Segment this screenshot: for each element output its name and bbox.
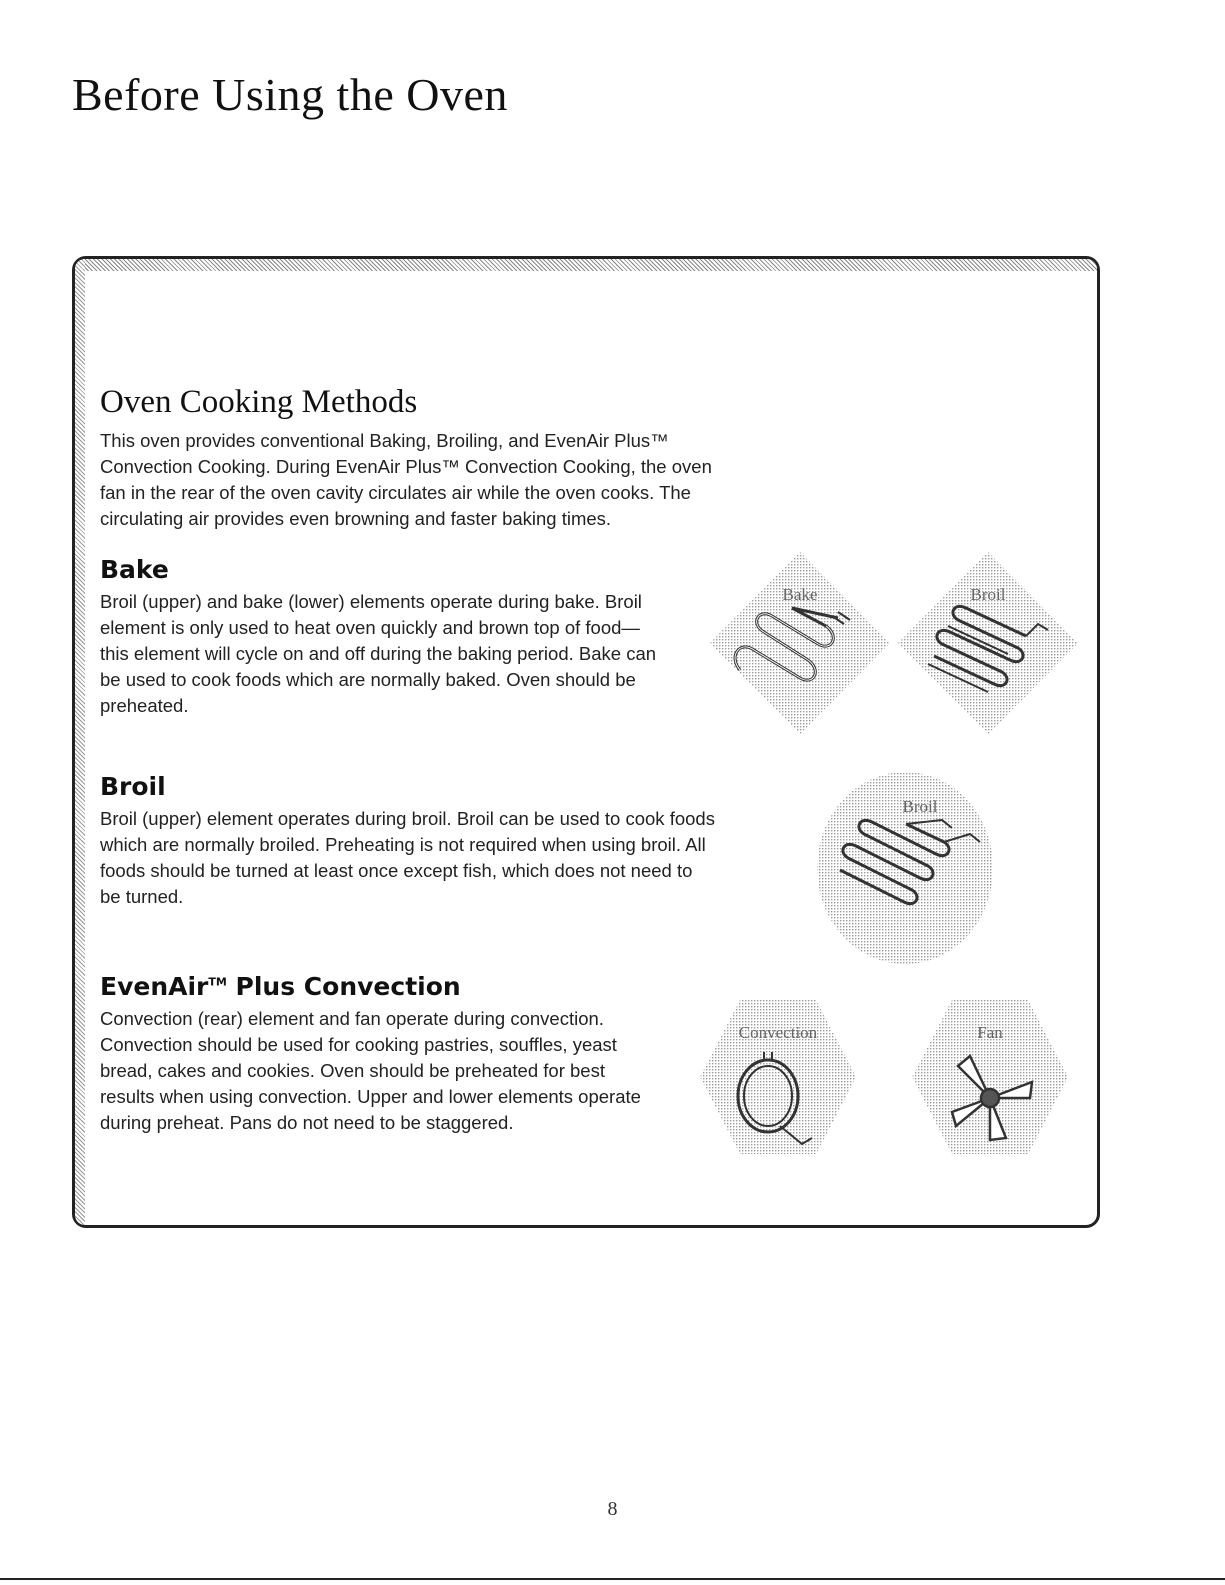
- bake-diamond-shape: [710, 552, 890, 734]
- convection-line: Convection (rear) element and fan operate during convection.: [100, 1008, 604, 1029]
- convection-heading-rest: Plus Convection: [226, 972, 461, 1001]
- section-heading-cooking-methods: Oven Cooking Methods: [100, 384, 418, 420]
- bake-line: be used to cook foods which are normally baked. Oven should be: [100, 669, 636, 690]
- bake-line: this element will cycle on and off during the baking period. Bake can: [100, 643, 657, 664]
- convection-heading-main: EvenAir: [100, 972, 209, 1001]
- fan-illustration: [912, 1000, 1068, 1154]
- convection-line: bread, cakes and cookies. Oven should be preheated for best: [100, 1060, 605, 1081]
- bake-diamond-label: Bake: [782, 585, 818, 604]
- broil-paragraph: [100, 806, 715, 910]
- convection-paragraph: [100, 1006, 641, 1136]
- broil-oval-label: Broil: [902, 797, 938, 816]
- broil-line: which are normally broiled. Preheating is not required when using broil. All: [100, 834, 706, 855]
- bottom-rule: [0, 1578, 1225, 1580]
- bake-heading: Bake: [100, 555, 169, 584]
- page-title: Before Using the Oven: [72, 69, 508, 120]
- convection-heading: [100, 972, 461, 1001]
- broil-diamond-label: Broil: [970, 585, 1006, 604]
- bake-paragraph: [100, 589, 656, 719]
- convection-line: during preheat. Pans do not need to be staggered.: [100, 1112, 514, 1133]
- convection-element-illustration: [700, 1000, 856, 1154]
- convection-line: results when using convection. Upper and lower elements operate: [100, 1086, 641, 1107]
- broil-only-illustration: [810, 770, 1000, 966]
- intro-line: circulating air provides even browning and faster baking times.: [100, 508, 612, 529]
- convection-line: Convection should be used for cooking pastries, souffles, yeast: [100, 1034, 617, 1055]
- broil-line: foods should be turned at least once except fish, which does not need to: [100, 860, 693, 881]
- broil-heading: Broil: [100, 772, 166, 801]
- frame-top-shade: [75, 259, 1097, 271]
- broil-element-illustration: [898, 552, 1078, 734]
- intro-line: This oven provides conventional Baking, Broiling, and EvenAir Plus™: [100, 430, 669, 451]
- fan-hex-label: Fan: [977, 1023, 1003, 1042]
- page-number: 8: [607, 1498, 618, 1520]
- broil-line: Broil (upper) element operates during broil. Broil can be used to cook foods: [100, 808, 715, 829]
- convection-hex-label: Convection: [738, 1023, 818, 1042]
- frame-left-shade: [75, 259, 85, 1225]
- bake-element-illustration: [710, 552, 890, 734]
- bake-line: element is only used to heat oven quickly and brown top of food—: [100, 617, 640, 638]
- broil-line: be turned.: [100, 886, 184, 907]
- bake-line: Broil (upper) and bake (lower) elements operate during bake. Broil: [100, 591, 642, 612]
- intro-paragraph: [100, 428, 712, 532]
- broil-diamond-shape: [898, 552, 1078, 734]
- bake-line: preheated.: [100, 695, 189, 716]
- intro-line: Convection Cooking. During EvenAir Plus™ Convection Cooking, the oven: [100, 456, 712, 477]
- intro-line: fan in the rear of the oven cavity circulates air while the oven cooks. The: [100, 482, 691, 503]
- trademark-mark: TM: [208, 975, 227, 989]
